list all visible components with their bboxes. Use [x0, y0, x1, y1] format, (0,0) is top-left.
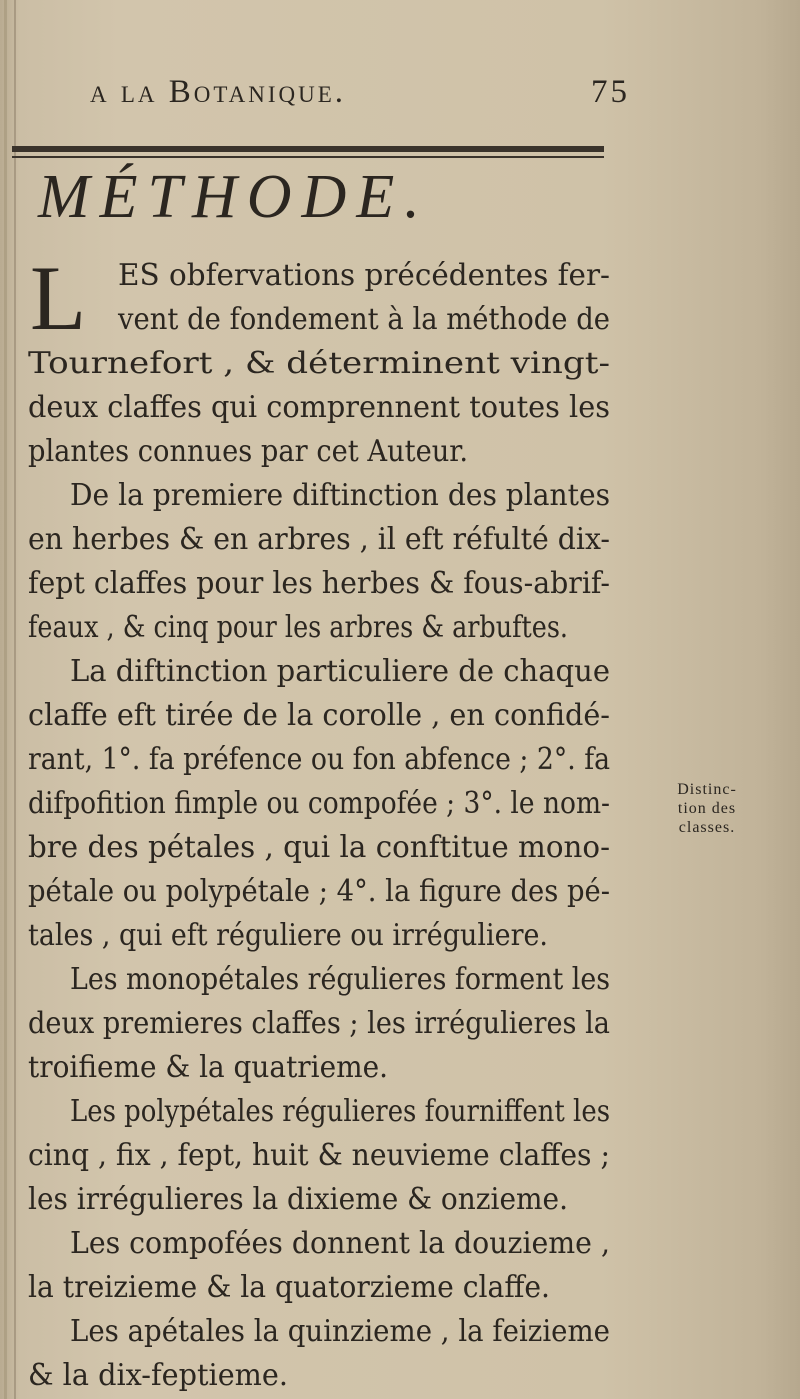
text-line: en herbes & en arbres , il eft réfulté dix- [28, 522, 610, 557]
text-line: claffe eft tirée de la corolle , en confidé- [28, 698, 610, 733]
margin-note [622, 780, 792, 837]
text-line: pétale ou polypétale ; 4°. la figure des pé- [28, 874, 610, 909]
text-line: feaux , & cinq pour les arbres & arbuftes. [28, 610, 568, 645]
text-line: La diftinction particuliere de chaque [70, 654, 610, 689]
margin-note-line: tion des [677, 800, 737, 817]
text-line: cinq , fix , fept, huit & neuvieme claffes ; [28, 1138, 610, 1173]
page-number: 75 [591, 74, 630, 110]
text-line: la treizieme & la quatorzieme claffe. [28, 1270, 550, 1305]
gutter-line [14, 0, 16, 1399]
text-line: difpofition fimple ou compofée ; 3°. le nom- [28, 786, 610, 821]
text-line: tales , qui eft réguliere ou irréguliere. [28, 918, 548, 953]
text-line: fept claffes pour les herbes & fous-abrif- [28, 566, 610, 601]
running-head-title: a la Botanique. [90, 74, 346, 110]
text-line: ES obfervations précédentes fer- [118, 258, 610, 293]
text-line: Les compofées donnent la douzieme , [70, 1226, 610, 1261]
text-line: bre des pétales , qui la conftitue mono- [28, 830, 610, 865]
text-line: troifieme & la quatrieme. [28, 1050, 388, 1085]
running-head [90, 74, 630, 118]
section-heading: MÉTHODE. [38, 163, 430, 231]
drop-cap: L [30, 247, 87, 349]
margin-note-line: Distinc- [677, 781, 737, 798]
text-line: & la dix-feptieme. [28, 1358, 288, 1393]
margin-note-line: classes. [678, 819, 736, 836]
text-line: deux claffes qui comprennent toutes les [28, 390, 610, 425]
text-line: Les monopétales régulieres forment les [70, 962, 610, 997]
text-line: plantes connues par cet Auteur. [28, 434, 468, 469]
text-line: rant, 1°. fa préfence ou fon abfence ; 2°. fa [28, 742, 610, 777]
text-line: Les apétales la quinzieme , la feizieme [70, 1314, 610, 1349]
text-line: Les polypétales régulieres fourniffent les [70, 1094, 610, 1129]
text-line: De la premiere diftinction des plantes [70, 478, 610, 513]
text-line: vent de fondement à la méthode de [118, 302, 610, 337]
header-rule-thick [12, 146, 604, 152]
text-line: les irrégulieres la dixieme & onzieme. [28, 1182, 568, 1217]
gutter-shadow [4, 0, 7, 1399]
text-line: deux premieres claffes ; les irrégulieres la [28, 1006, 610, 1041]
text-line: Tournefort , & déterminent vingt- [28, 346, 610, 381]
header-rule-thin [12, 156, 604, 158]
